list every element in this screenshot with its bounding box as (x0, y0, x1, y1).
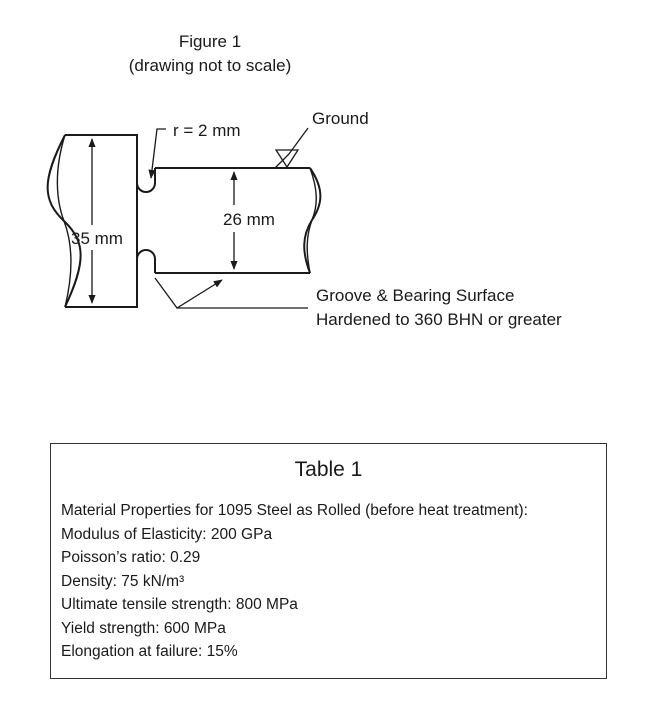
table-line-heading: Material Properties for 1095 Steel as Rolled (before heat treatment): (61, 502, 528, 519)
ground-leader (275, 128, 308, 168)
callout-note-line2: Hardened to 360 BHN or greater (316, 310, 562, 329)
groove-bottom (137, 250, 155, 273)
table-line-uts: Ultimate tensile strength: 800 MPa (61, 596, 298, 613)
table-line-poisson: Poisson’s ratio: 0.29 (61, 549, 201, 566)
table-line-yield: Yield strength: 600 MPa (61, 619, 226, 637)
break-line-left-inner (57, 135, 71, 307)
material-properties-table (50, 443, 607, 679)
table-line-elongation: Elongation at failure: 15% (61, 643, 238, 660)
large-dia-label: 35 mm (71, 229, 123, 248)
break-line-right-inner (307, 168, 316, 273)
figure-title: Figure 1 (178, 32, 242, 51)
ground-label: Ground (312, 109, 369, 128)
figure-subtitle: (drawing not to scale) (128, 56, 292, 75)
table-line-density: Density: 75 kN/m³ (61, 572, 185, 590)
small-dia-label: 26 mm (223, 210, 275, 229)
table-line-modulus: Modulus of Elasticity: 200 GPa (61, 525, 273, 543)
callout-note-line1: Groove & Bearing Surface (316, 286, 515, 305)
groove-callout-leader (155, 278, 222, 308)
table-lines (61, 499, 528, 664)
table-title: Table 1 (294, 458, 363, 481)
radius-label: r = 2 mm (173, 121, 241, 140)
radius-leader (151, 129, 166, 178)
